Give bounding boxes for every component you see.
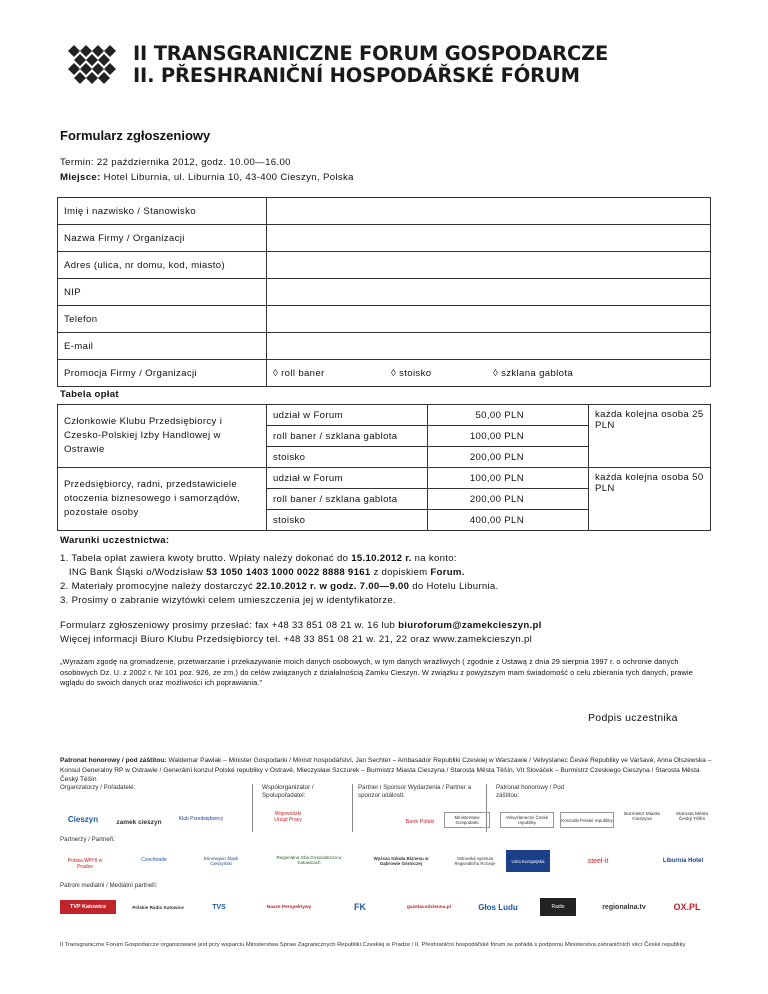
group-members: Członkowie Klubu Przedsiębiorcy i Czesko-Polskiej Izby Handlowej w Ostrawie — [58, 405, 267, 468]
form-row — [58, 333, 711, 360]
fee-price: 200,00 PLN — [428, 447, 589, 468]
form-row — [58, 306, 711, 333]
fee-note: każda kolejna osoba 50 PLN — [589, 468, 711, 531]
logo-honorary: Burmistrz Miasta Cieszyna — [624, 812, 660, 822]
fee-price: 100,00 PLN — [428, 468, 589, 489]
fee-item: stoisko — [267, 510, 428, 531]
logo-media: TVP Katowice — [60, 900, 116, 914]
logo-partner-rig: Regionalna Izba Gospodarcza w Katowicach — [276, 855, 342, 865]
logo-coorganizer: Wojewódzki Urząd Pracy — [274, 811, 302, 823]
fee-item: udział w Forum — [267, 468, 428, 489]
form-row — [58, 225, 711, 252]
form-row — [58, 198, 711, 225]
consent-text: „Wyrażam zgodę na gromadzenie, przetwarzanie i przekazywanie moich danych osobowych, w tym danych wrażliwych ( zgodnie z Ustawą z dnia 29 sierpnia 1997 r. o ochronie danych osobowych Dz. U. z 2002 r. Nr 101 poz. 926, ze zm.) do celów związanych z działalnością Zamku Cieszyn. W związku z powyższym mam świadomość o celu zbierania tych danych, prawie wglądu do swoich danych oraz możliwości ich poprawiania.” — [60, 657, 693, 687]
contact-info: Więcej informacji Biuro Klubu Przedsiębiorcy tel. +48 33 851 08 21 w. 21, 22 oraz www.zamekcieszyn.pl — [60, 634, 533, 645]
send-info: Formularz zgłoszeniowy prosimy przesłać: fax +48 33 851 08 21 w. 16 lub biuroforum@zamekcieszyn.pl — [60, 620, 542, 631]
registration-form — [57, 197, 711, 387]
divider — [352, 784, 353, 832]
media-label: Patroni medialni / Mediální partneři: — [60, 882, 158, 889]
footer-note: II Transgraniczne Forum Gospodarcze organizowane jest przy wsparciu Ministerstwa Spraw Zagranicznych Republiki Czeskiej w Pradze / II. Přeshraniční hospodářské fórum se pořádá s podporou Ministerstva zahraničních věcí České republiky — [60, 942, 686, 948]
condition-line: 1. Tabela opłat zawiera kwoty brutto. Wpłaty należy dokonać do 15.10.2012 r. na konto: — [60, 553, 457, 564]
logo-media: Radio — [540, 898, 576, 916]
logo-partner-liburnia: Liburnia Hotel — [662, 858, 704, 864]
condition-line: ING Bank Śląski o/Wodzisław 53 1050 1403 1000 0022 8888 9161 z dopiskiem Forum. — [60, 567, 465, 578]
logo-partner: Bank Polski — [405, 819, 435, 825]
fee-item: stoisko — [267, 447, 428, 468]
fees-table — [57, 404, 711, 531]
organizers-label: Organizatorzy / Pořadatelé: — [60, 784, 136, 791]
nip-input[interactable] — [267, 279, 711, 306]
logo-honorary: Starosta Města Český Těšín — [675, 812, 709, 822]
logo-partner-czechtrade: Czechtrade — [141, 857, 167, 863]
field-label: E-mail — [58, 333, 267, 360]
signature-label: Podpis uczestnika — [588, 712, 678, 724]
honorary-label: Patronat honorowy / Pod záštitou: — [496, 784, 565, 799]
condition-line: 3. Prosimy o zabranie wizytówki celem umieszczenia jej w identyfikatorze. — [60, 595, 396, 606]
logo-media: Głos Ludu — [478, 902, 518, 912]
form-row — [58, 360, 711, 387]
email-input[interactable] — [267, 333, 711, 360]
field-label: NIP — [58, 279, 267, 306]
email-link[interactable]: biuroforum@zamekcieszyn.pl — [398, 620, 542, 631]
title-pl: II TRANSGRANICZNE FORUM GOSPODARCZE — [133, 42, 609, 65]
place-label: Miejsce: — [60, 172, 101, 183]
divider — [252, 784, 253, 832]
field-label: Adres (ulica, nr domu, kod, miasto) — [58, 252, 267, 279]
option-stoisko[interactable]: ◊ stoisko — [391, 367, 432, 379]
logo-media: Polskie Radio Katowice — [132, 904, 184, 910]
logo-honorary: Konzulát Polské republiky — [560, 812, 614, 828]
logo-partner-euroregion: Euroregion Śląsk Cieszyński — [203, 856, 239, 866]
event-term: Termin: 22 października 2012, godz. 10.00—16.00 — [60, 157, 291, 168]
logo-media: OX.PL — [673, 902, 701, 912]
patronage-text: Patronat honorowy / pod záštitou: Waldemar Pawlak – Minister Gospodarki / Ministr hospodářství, Jan Sechter – Ambasador Republiki Czeskiej w Warszawie / Velvyslanec České Republiky ve Varšavě, Anna Olszewska – Konsul Generalny RP w Ostrawie / Generální konzul Polské republiky v Ostravě, Mieczysław Szczurek – Burmistrz Miasta Cieszyna / Starosta Města Těšín, Vít Slováček – Burmistrz Czeskiego Cieszyna / Starosta Města Český Těšín — [60, 757, 712, 783]
logo-cieszyn: Cieszyn — [67, 814, 99, 824]
logo-partner-wphi: Polska WPHI w Pradze — [67, 858, 103, 870]
partner-label: Partner i Sponsor Wydarzenia / Partner a sponzor události: — [358, 784, 472, 799]
logo-klub-przedsiebiorcy: Klub Przedsiębiorcy — [178, 816, 224, 822]
promo-options — [267, 360, 711, 387]
field-divider — [266, 197, 267, 251]
field-label: Imię i nazwisko / Stanowisko — [58, 198, 711, 225]
logo-media: regionalna.tv — [602, 903, 646, 911]
logo-partner-ostrava: Ostravská Agentura Regionálního Rozvoje — [454, 856, 496, 866]
partners-label: Partnerzy / Partneři: — [60, 836, 116, 843]
logo-honorary: Ministerstwo Gospodarki — [444, 812, 490, 828]
place-value: Hotel Liburnia, ul. Liburnia 10, 43-400 Cieszyn, Polska — [100, 172, 354, 183]
fee-item: roll baner / szklana gablota — [267, 489, 428, 510]
address-input[interactable] — [267, 252, 711, 279]
field-label: Telefon — [58, 306, 267, 333]
fee-price: 50,00 PLN — [428, 405, 589, 426]
title-cz: II. PŘESHRANIČNÍ HOSPODÁŘSKÉ FÓRUM — [133, 64, 580, 87]
table-row — [58, 405, 711, 426]
fee-price: 200,00 PLN — [428, 489, 589, 510]
form-row — [58, 279, 711, 306]
logo-media: gazetacodzienna.pl — [407, 904, 451, 910]
form-row — [58, 252, 711, 279]
fee-item: udział w Forum — [267, 405, 428, 426]
form-title: Formularz zgłoszeniowy — [60, 128, 211, 143]
fee-item: roll baner / szklana gablota — [267, 426, 428, 447]
logo-media: FK — [354, 902, 366, 912]
logo-partner-steel-it: steel-it — [587, 857, 609, 865]
fee-note: każda kolejna osoba 25 PLN — [589, 405, 711, 468]
logo-zamek-cieszyn: zamek cieszyn — [116, 818, 162, 826]
phone-input[interactable] — [267, 306, 711, 333]
field-label: Promocja Firmy / Organizacji — [58, 360, 267, 387]
coorganizer-label: Współorganizator / Spolupořadatel: — [262, 784, 314, 799]
event-place — [60, 172, 354, 183]
option-roll-baner[interactable]: ◊ roll baner — [273, 367, 325, 379]
logo-honorary: Velvyslanectví České republiky — [500, 812, 554, 828]
table-row — [58, 468, 711, 489]
logo-media: Nasze Perspektywy — [266, 904, 312, 910]
logo-partner-wsb: Wyższa Szkoła Biznesu w Dąbrowie Górniczej — [373, 856, 429, 866]
fees-title: Tabela opłat — [60, 389, 119, 400]
fee-price: 400,00 PLN — [428, 510, 589, 531]
condition-line: 2. Materiały promocyjne należy dostarczyć 22.10.2012 r. w godz. 7.00—9.00 do Hotelu Liburnia. — [60, 581, 499, 592]
group-others: Przedsiębiorcy, radni, przedstawiciele otoczenia biznesowego i samorządów, pozostałe osoby — [58, 468, 267, 531]
logo-partner-eu: Unia Europejska — [506, 850, 550, 872]
conditions-title: Warunki uczestnictwa: — [60, 535, 170, 546]
fee-price: 100,00 PLN — [428, 426, 589, 447]
logo-media: TVS — [212, 903, 226, 911]
field-label: Nazwa Firmy / Organizacji — [58, 225, 711, 252]
forum-logo — [64, 40, 124, 90]
option-szklana-gablota[interactable]: ◊ szklana gablota — [493, 367, 574, 379]
